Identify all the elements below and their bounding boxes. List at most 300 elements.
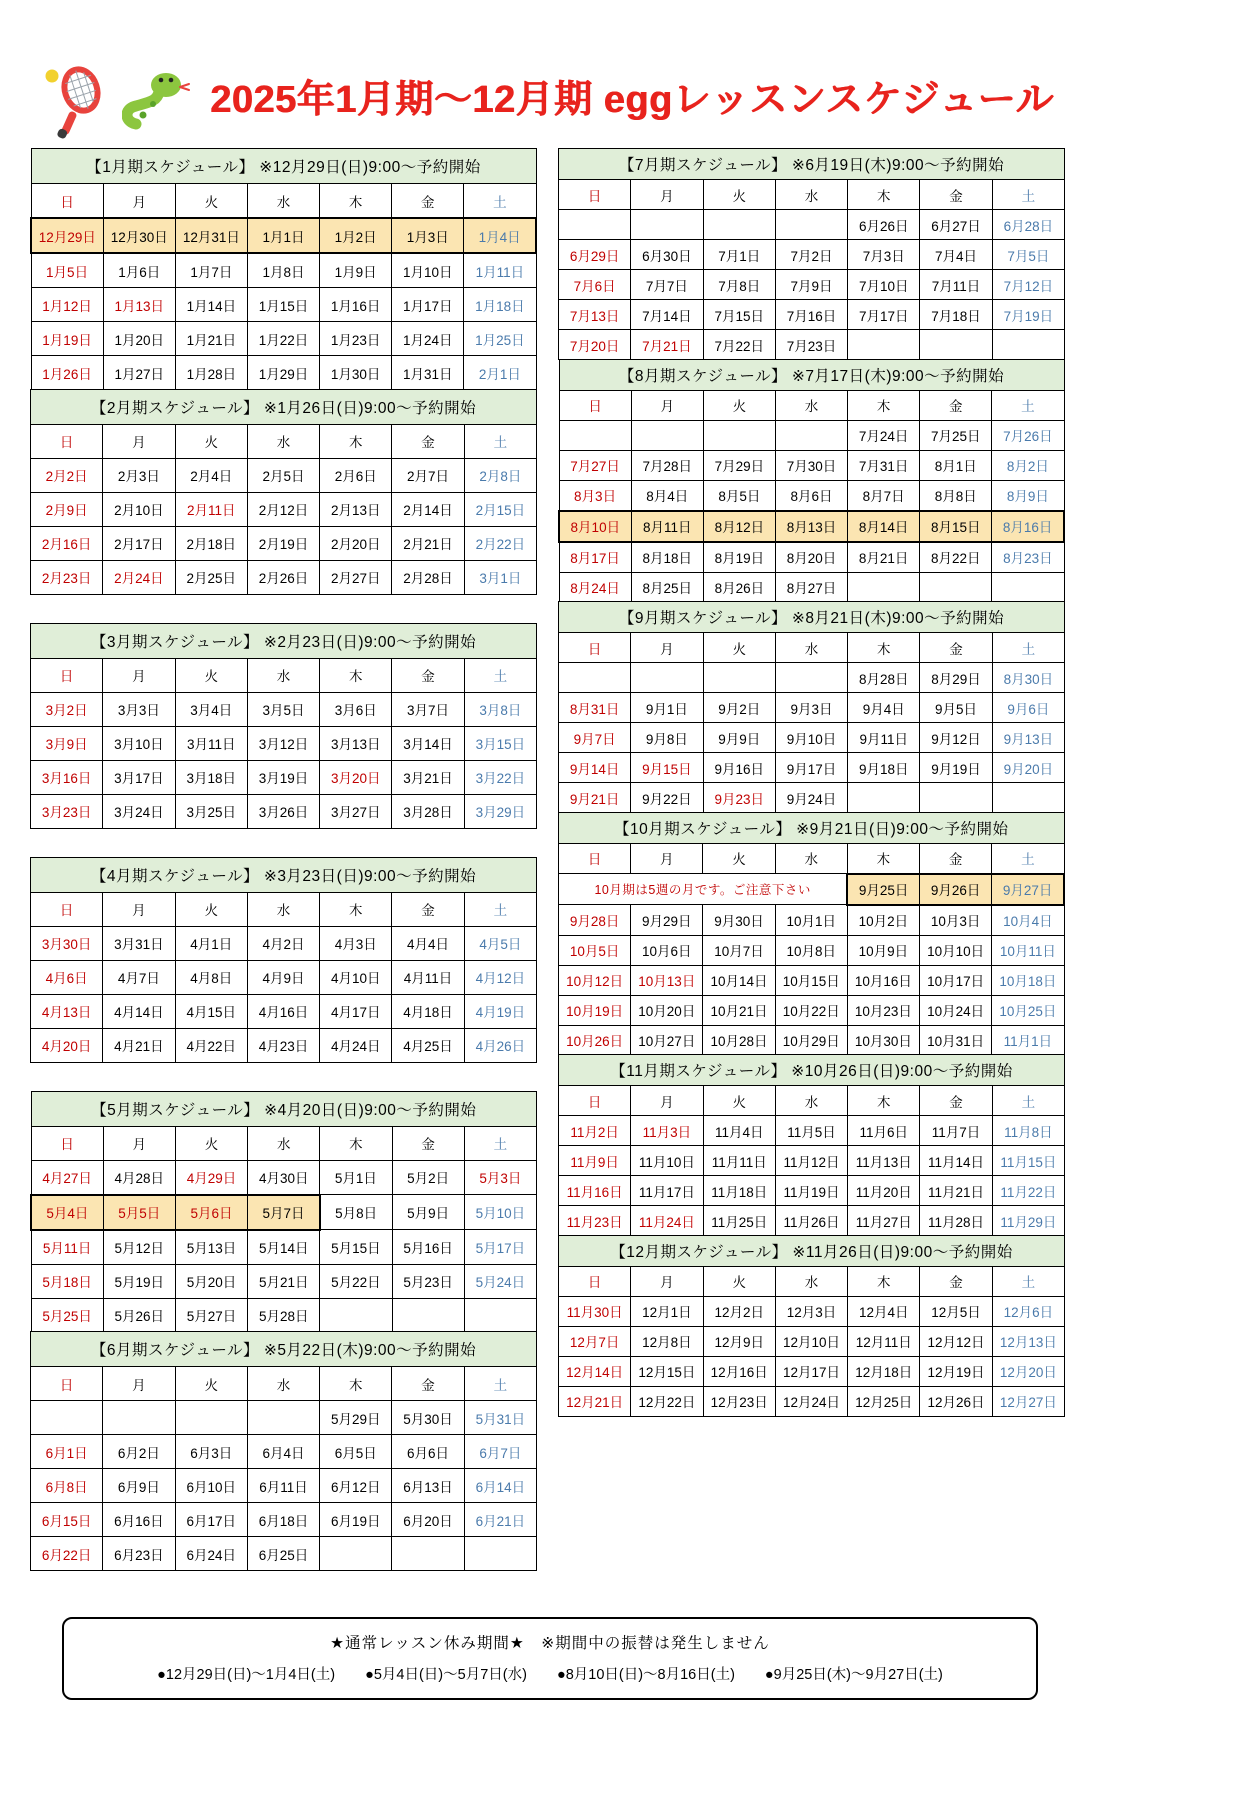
date-cell: 9月14日 [559,753,631,783]
date-cell: 5月21日 [248,1264,320,1298]
date-cell: 5月26日 [103,1298,175,1332]
weekday-header: 水 [247,184,319,219]
weekday-header: 木 [848,1086,920,1116]
date-cell: 1月9日 [320,253,392,288]
date-cell: 11月13日 [848,1146,920,1176]
date-cell: 10月6日 [631,935,703,965]
month-caption: 【8月期スケジュール】 ※7月17日(木)9:00～予約開始 [559,359,1064,390]
date-cell: 7月10日 [848,270,920,300]
weekday-header: 月 [631,633,703,663]
date-cell: 12月24日 [775,1386,847,1416]
weekday-header: 日 [31,424,103,458]
month-caption: 【9月期スケジュール】 ※8月21日(木)9:00～予約開始 [559,602,1065,633]
date-cell: 11月22日 [992,1176,1064,1206]
date-cell: 10月9日 [847,935,919,965]
date-cell: 7月14日 [631,300,703,330]
weekday-header: 金 [920,633,992,663]
date-cell: 1月22日 [247,322,319,356]
weekday-header: 日 [559,180,631,210]
date-cell: 2月2日 [31,458,103,492]
date-cell: 7月31日 [848,450,920,480]
left-column [30,148,537,1571]
empty-cell [920,572,992,602]
month-table-10 [558,812,1065,1056]
weekday-header: 月 [631,1266,703,1296]
weekday-header: 月 [103,892,175,926]
weekday-header: 木 [848,390,920,420]
date-cell: 12月29日 [31,218,103,253]
date-cell: 5月14日 [248,1230,320,1265]
date-cell: 8月15日 [920,511,992,542]
date-cell: 4月30日 [248,1160,320,1195]
date-cell: 6月21日 [464,1503,536,1537]
header [44,64,1241,138]
date-cell: 9月11日 [848,723,920,753]
date-cell: 3月14日 [392,726,464,760]
date-cell: 3月7日 [392,692,464,726]
date-cell: 5月25日 [31,1298,103,1332]
date-cell: 1月1日 [247,218,319,253]
date-cell: 7月29日 [703,450,775,480]
month-table-9 [558,601,1065,813]
empty-cell [703,663,775,693]
date-cell: 10月2日 [847,905,919,936]
date-cell: 10月22日 [775,995,847,1025]
date-cell: 10月16日 [847,965,919,995]
weekday-header: 金 [920,843,992,874]
date-cell: 11月4日 [703,1116,775,1146]
date-cell: 1月28日 [175,356,247,390]
date-cell: 1月31日 [392,356,464,390]
date-cell: 4月25日 [392,1028,464,1062]
date-cell: 4月13日 [31,994,103,1028]
date-cell: 7月21日 [631,330,703,360]
date-cell: 9月25日 [847,874,919,905]
date-cell: 6月16日 [103,1503,175,1537]
date-cell: 3月27日 [320,794,392,828]
date-cell: 10月24日 [920,995,992,1025]
date-cell: 1月5日 [31,253,103,288]
date-cell: 8月30日 [992,663,1064,693]
month-table-4 [30,857,537,1063]
date-cell: 2月21日 [392,526,464,560]
empty-cell [920,330,992,360]
weekday-header: 木 [847,843,919,874]
date-cell: 6月30日 [631,240,703,270]
weekday-header: 日 [31,892,103,926]
date-cell: 12月20日 [992,1356,1064,1386]
date-cell: 1月7日 [175,253,247,288]
date-cell: 9月27日 [992,874,1064,905]
date-cell: 5月8日 [320,1195,392,1230]
date-cell: 8月10日 [559,511,631,542]
date-cell: 11月6日 [848,1116,920,1146]
date-cell: 5月31日 [464,1401,536,1435]
tennis-racket-icon [44,63,106,139]
weekday-header: 金 [392,1367,464,1401]
date-cell: 10月1日 [775,905,847,936]
date-cell: 6月18日 [247,1503,319,1537]
empty-cell [31,1401,103,1435]
date-cell: 8月22日 [920,542,992,573]
date-cell: 11月3日 [631,1116,703,1146]
date-cell: 6月22日 [31,1537,103,1571]
date-cell: 5月9日 [392,1195,464,1230]
date-cell: 10月17日 [920,965,992,995]
date-cell: 8月13日 [775,511,847,542]
date-cell: 10月18日 [992,965,1064,995]
date-cell: 9月8日 [631,723,703,753]
date-cell: 8月27日 [775,572,847,602]
weekday-header: 土 [464,658,536,692]
weekday-header: 水 [775,843,847,874]
date-cell: 6月24日 [175,1537,247,1571]
date-cell: 6月25日 [247,1537,319,1571]
date-cell: 10月5日 [559,935,631,965]
date-cell: 4月10日 [320,960,392,994]
date-cell: 8月14日 [848,511,920,542]
date-cell: 2月1日 [464,356,536,390]
date-cell: 6月27日 [920,210,992,240]
date-cell: 1月29日 [247,356,319,390]
date-cell: 1月13日 [103,288,175,322]
weekday-header: 火 [703,180,775,210]
empty-cell [992,572,1064,602]
date-cell: 11月26日 [775,1206,847,1236]
date-cell: 7月17日 [848,300,920,330]
empty-cell [631,663,703,693]
weekday-header: 水 [248,1126,320,1160]
date-cell: 5月4日 [31,1195,103,1230]
empty-cell [559,210,631,240]
date-cell: 10月15日 [775,965,847,995]
date-cell: 7月16日 [775,300,847,330]
date-cell: 11月17日 [631,1176,703,1206]
date-cell: 5月16日 [392,1230,464,1265]
date-cell: 8月1日 [920,450,992,480]
empty-cell [775,210,847,240]
date-cell: 1月26日 [31,356,103,390]
date-cell: 11月25日 [703,1206,775,1236]
date-cell: 5月18日 [31,1264,103,1298]
date-cell: 4月23日 [247,1028,319,1062]
date-cell: 4月16日 [247,994,319,1028]
date-cell: 1月11日 [464,253,536,288]
date-cell: 10月21日 [703,995,775,1025]
date-cell: 9月9日 [703,723,775,753]
date-cell: 7月30日 [775,450,847,480]
weekday-header: 日 [559,633,631,663]
date-cell: 7月18日 [920,300,992,330]
weekday-header: 水 [775,1266,847,1296]
date-cell: 3月10日 [103,726,175,760]
calendar-columns [0,148,1241,1571]
date-cell: 4月17日 [320,994,392,1028]
date-cell: 10月7日 [703,935,775,965]
date-cell: 6月7日 [464,1435,536,1469]
weekday-header: 日 [559,390,631,420]
weekday-header: 日 [31,1367,103,1401]
date-cell: 8月19日 [703,542,775,573]
date-cell: 11月8日 [992,1116,1064,1146]
date-cell: 7月25日 [920,420,992,450]
empty-cell [464,1298,536,1332]
date-cell: 6月6日 [392,1435,464,1469]
date-cell: 4月28日 [103,1160,175,1195]
date-cell: 2月28日 [392,560,464,594]
date-cell: 4月18日 [392,994,464,1028]
date-cell: 12月11日 [848,1326,920,1356]
date-cell: 12月3日 [775,1296,847,1326]
date-cell: 3月23日 [31,794,103,828]
date-cell: 2月10日 [103,492,175,526]
date-cell: 9月4日 [848,693,920,723]
date-cell: 5月10日 [464,1195,536,1230]
month-caption: 【3月期スケジュール】 ※2月23日(日)9:00～予約開始 [31,623,537,658]
date-cell: 9月16日 [703,753,775,783]
empty-cell [703,210,775,240]
date-cell: 3月18日 [175,760,247,794]
date-cell: 8月7日 [848,480,920,511]
date-cell: 12月19日 [920,1356,992,1386]
empty-cell [992,783,1064,813]
date-cell: 6月5日 [320,1435,392,1469]
date-cell: 10月29日 [775,1025,847,1055]
date-cell: 5月28日 [248,1298,320,1332]
date-cell: 3月13日 [320,726,392,760]
date-cell: 12月22日 [631,1386,703,1416]
date-cell: 7月15日 [703,300,775,330]
date-cell: 2月17日 [103,526,175,560]
date-cell: 4月5日 [464,926,536,960]
date-cell: 2月15日 [464,492,536,526]
weekday-header: 水 [247,658,319,692]
date-cell: 8月2日 [992,450,1064,480]
empty-cell [175,1401,247,1435]
date-cell: 6月12日 [320,1469,392,1503]
weekday-header: 月 [631,390,703,420]
date-cell: 5月20日 [175,1264,247,1298]
date-cell: 8月28日 [848,663,920,693]
date-cell: 2月9日 [31,492,103,526]
date-cell: 3月8日 [464,692,536,726]
date-cell: 9月24日 [775,783,847,813]
date-cell: 10月3日 [920,905,992,936]
date-cell: 5月2日 [392,1160,464,1195]
date-cell: 1月30日 [320,356,392,390]
date-cell: 8月23日 [992,542,1064,573]
month-caption: 【5月期スケジュール】 ※4月20日(日)9:00～予約開始 [31,1091,537,1126]
date-cell: 2月24日 [103,560,175,594]
date-cell: 11月9日 [559,1146,631,1176]
date-cell: 2月11日 [175,492,247,526]
date-cell: 12月4日 [848,1296,920,1326]
weekday-header: 土 [464,1367,536,1401]
date-cell: 2月20日 [320,526,392,560]
weekday-header: 日 [559,843,631,874]
weekday-header: 水 [247,424,319,458]
date-cell: 11月1日 [992,1025,1064,1055]
month-caption: 【10月期スケジュール】 ※9月21日(日)9:00～予約開始 [559,812,1065,843]
date-cell: 11月19日 [775,1176,847,1206]
date-cell: 4月12日 [464,960,536,994]
date-cell: 8月21日 [848,542,920,573]
date-cell: 8月11日 [631,511,703,542]
weekday-header: 火 [703,1086,775,1116]
date-cell: 10月31日 [920,1025,992,1055]
weekday-header: 木 [320,424,392,458]
date-cell: 3月11日 [175,726,247,760]
weekday-header: 日 [31,184,103,219]
date-cell: 1月25日 [464,322,536,356]
date-cell: 8月31日 [559,693,631,723]
date-cell: 1月10日 [392,253,464,288]
date-cell: 5月11日 [31,1230,103,1265]
date-cell: 12月1日 [631,1296,703,1326]
date-cell: 11月24日 [631,1206,703,1236]
weekday-header: 火 [703,1266,775,1296]
empty-cell [559,420,631,450]
date-cell: 2月19日 [247,526,319,560]
date-cell: 12月27日 [992,1386,1064,1416]
date-cell: 8月9日 [992,480,1064,511]
date-cell: 6月13日 [392,1469,464,1503]
date-cell: 3月21日 [392,760,464,794]
month-caption: 【1月期スケジュール】 ※12月29日(日)9:00～予約開始 [31,149,536,184]
date-cell: 5月6日 [175,1195,247,1230]
right-column [558,148,1065,1417]
date-cell: 7月22日 [703,330,775,360]
weekday-header: 月 [631,843,703,874]
date-cell: 7月27日 [559,450,631,480]
date-cell: 3月26日 [247,794,319,828]
date-cell: 7月4日 [920,240,992,270]
date-cell: 12月6日 [992,1296,1064,1326]
date-cell: 6月8日 [31,1469,103,1503]
month-caption: 【4月期スケジュール】 ※3月23日(日)9:00～予約開始 [31,857,537,892]
weekday-header: 金 [392,892,464,926]
date-cell: 6月4日 [247,1435,319,1469]
date-cell: 12月9日 [703,1326,775,1356]
snake-icon [122,71,194,131]
date-cell: 11月21日 [920,1176,992,1206]
date-cell: 11月5日 [775,1116,847,1146]
weekday-header: 火 [175,184,247,219]
weekday-header: 土 [992,843,1064,874]
date-cell: 9月21日 [559,783,631,813]
date-cell: 10月27日 [631,1025,703,1055]
date-cell: 5月1日 [320,1160,392,1195]
date-cell: 1月18日 [464,288,536,322]
column-gap [30,1063,537,1091]
date-cell: 8月6日 [775,480,847,511]
date-cell: 12月21日 [559,1386,631,1416]
weekday-header: 土 [464,1126,536,1160]
weekday-header: 日 [559,1266,631,1296]
date-cell: 7月28日 [631,450,703,480]
date-cell: 12月5日 [920,1296,992,1326]
schedule-page [0,64,1241,1700]
date-cell: 6月9日 [103,1469,175,1503]
date-cell: 1月23日 [320,322,392,356]
date-cell: 11月28日 [920,1206,992,1236]
weekday-header: 土 [992,180,1064,210]
date-cell: 6月3日 [175,1435,247,1469]
date-cell: 4月26日 [464,1028,536,1062]
date-cell: 9月1日 [631,693,703,723]
date-cell: 5月17日 [464,1230,536,1265]
date-cell: 8月12日 [703,511,775,542]
date-cell: 7月19日 [992,300,1064,330]
weekday-header: 月 [103,1126,175,1160]
tennis-ball-icon [46,70,59,83]
date-cell: 11月11日 [703,1146,775,1176]
date-cell: 1月24日 [392,322,464,356]
column-gap [30,829,537,857]
weekday-header: 木 [320,892,392,926]
weekday-header: 金 [920,1086,992,1116]
date-cell: 1月16日 [320,288,392,322]
date-cell: 8月29日 [920,663,992,693]
weekday-header: 水 [247,892,319,926]
date-cell: 10月10日 [920,935,992,965]
empty-cell [631,420,703,450]
date-cell: 9月12日 [920,723,992,753]
date-cell: 4月9日 [247,960,319,994]
empty-cell [392,1298,464,1332]
date-cell: 9月30日 [703,905,775,936]
date-cell: 9月23日 [703,783,775,813]
date-cell: 6月10日 [175,1469,247,1503]
weekday-header: 土 [992,633,1064,663]
date-cell: 2月8日 [464,458,536,492]
date-cell: 12月18日 [848,1356,920,1386]
date-cell: 10月12日 [559,965,631,995]
date-cell: 9月19日 [920,753,992,783]
date-cell: 11月16日 [559,1176,631,1206]
date-cell: 10月30日 [847,1025,919,1055]
date-cell: 7月13日 [559,300,631,330]
date-cell: 5月30日 [392,1401,464,1435]
date-cell: 5月23日 [392,1264,464,1298]
holiday-period-item: ●12月29日(日)～1月4日(土) [157,1667,336,1683]
empty-cell [848,783,920,813]
empty-cell [320,1537,392,1571]
date-cell: 3月3日 [103,692,175,726]
date-cell: 5月3日 [464,1160,536,1195]
date-cell: 9月22日 [631,783,703,813]
weekday-header: 日 [559,1086,631,1116]
date-cell: 5月15日 [320,1230,392,1265]
month-caption: 【6月期スケジュール】 ※5月22日(木)9:00～予約開始 [31,1332,537,1367]
weekday-header: 火 [703,633,775,663]
empty-cell [920,783,992,813]
date-cell: 1月4日 [464,218,536,253]
date-cell: 3月12日 [247,726,319,760]
date-cell: 4月29日 [175,1160,247,1195]
date-cell: 8月4日 [631,480,703,511]
date-cell: 12月8日 [631,1326,703,1356]
weekday-header: 火 [703,843,775,874]
date-cell: 9月18日 [848,753,920,783]
date-cell: 11月15日 [992,1146,1064,1176]
date-cell: 7月9日 [775,270,847,300]
date-cell: 3月4日 [175,692,247,726]
date-cell: 3月29日 [464,794,536,828]
date-cell: 12月16日 [703,1356,775,1386]
date-cell: 2月16日 [31,526,103,560]
date-cell: 12月12日 [920,1326,992,1356]
